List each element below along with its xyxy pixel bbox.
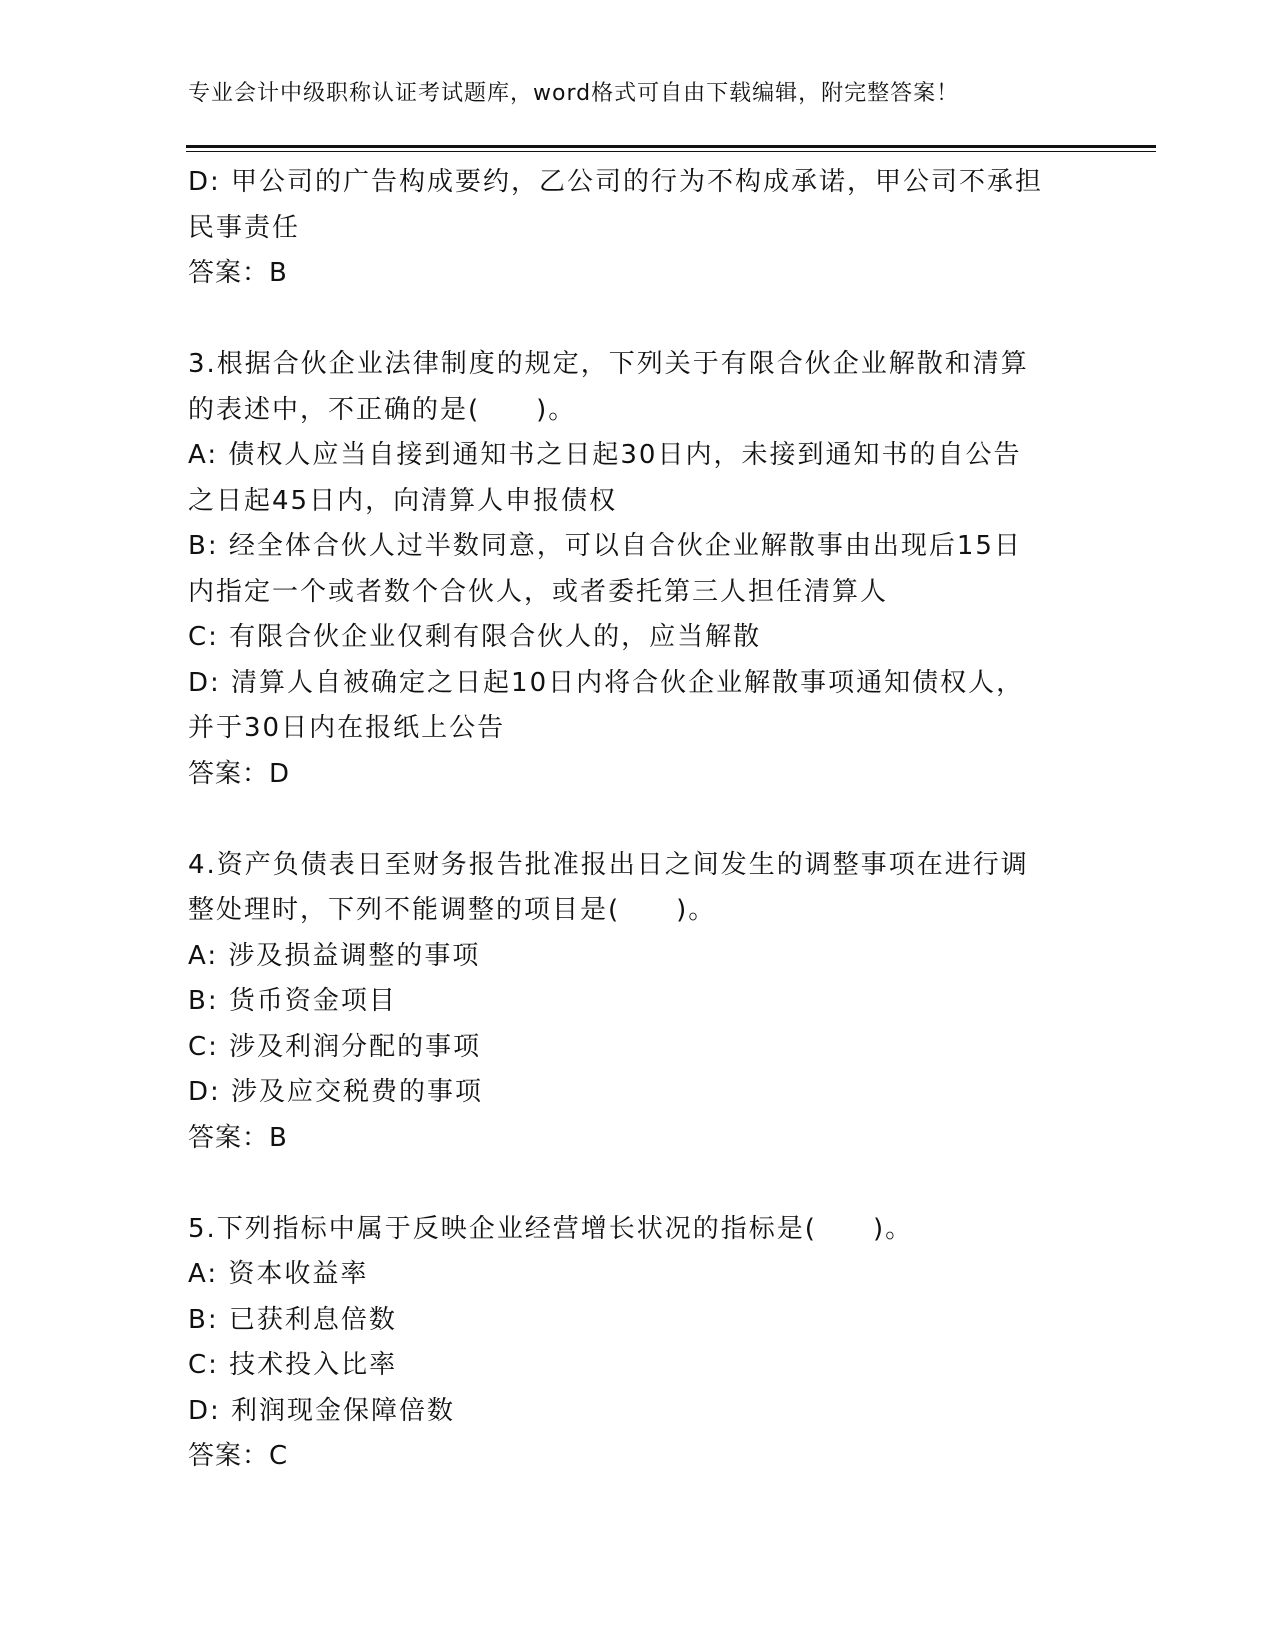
spacer: [188, 297, 1088, 343]
q3-option-b-line2: 内指定一个或者数个合伙人，或者委托第三人担任清算人: [188, 576, 889, 607]
q2-option-d-line2: 民事责任: [188, 212, 301, 243]
q4-answer: 答案：B: [188, 1122, 288, 1153]
q4-stem-line1: 4.资产负债表日至财务报告批准报出日之间发生的调整事项在进行调: [188, 849, 1029, 880]
q3-option-b-line1: B: 经全体合伙人过半数同意，可以自合伙企业解散事由出现后15日: [188, 531, 1022, 561]
spacer: [188, 797, 1088, 843]
q5-answer: 答案：C: [188, 1441, 289, 1471]
q5-option-a: A: 资本收益率: [188, 1259, 369, 1289]
q3-option-d-line2: 并于30日内在报纸上公告: [188, 713, 506, 743]
q2-answer: 答案：B: [188, 258, 288, 288]
q4-stem-line2: 整处理时，下列不能调整的项目是( )。: [188, 895, 717, 925]
header-rule-thick: [186, 145, 1156, 148]
spacer: [188, 1161, 1088, 1207]
q4-option-a: A: 涉及损益调整的事项: [188, 940, 481, 971]
q3-stem-line1: 3.根据合伙企业法律制度的规定，下列关于有限合伙企业解散和清算: [188, 349, 1029, 379]
q2-option-d-line1: D: 甲公司的广告构成要约，乙公司的行为不构成承诺，甲公司不承担: [188, 167, 1044, 197]
question-4: [188, 843, 1088, 1162]
q5-option-d: D: 利润现金保障倍数: [188, 1395, 456, 1426]
q4-option-c: C: 涉及利润分配的事项: [188, 1031, 482, 1062]
q3-option-a-line2: 之日起45日内，向清算人申报债权: [188, 485, 618, 516]
question-3: [188, 342, 1088, 797]
header-rule-thin: [186, 151, 1156, 152]
q3-option-c: C: 有限合伙企业仅剩有限合伙人的，应当解散: [188, 622, 762, 652]
question-2-tail: [188, 160, 1088, 297]
q3-option-a-line1: A: 债权人应当自接到通知书之日起30日内，未接到通知书的自公告: [188, 440, 1022, 470]
question-content: [188, 160, 1088, 1480]
q5-option-c: C: 技术投入比率: [188, 1350, 398, 1380]
q3-stem-line2: 的表述中，不正确的是( )。: [188, 394, 577, 425]
header-text: 专业会计中级职称认证考试题库，word格式可自由下载编辑，附完整答案！: [188, 81, 960, 106]
q3-option-d-line1: D: 清算人自被确定之日起10日内将合伙企业解散事项通知债权人，: [188, 667, 1025, 698]
q5-stem: 5.下列指标中属于反映企业经营增长状况的指标是( )。: [188, 1213, 914, 1244]
q4-option-d: D: 涉及应交税费的事项: [188, 1077, 484, 1107]
question-5: [188, 1207, 1088, 1480]
q3-answer: 答案：D: [188, 758, 291, 789]
q4-option-b: B: 货币资金项目: [188, 986, 397, 1016]
q5-option-b: B: 已获利息倍数: [188, 1304, 397, 1335]
